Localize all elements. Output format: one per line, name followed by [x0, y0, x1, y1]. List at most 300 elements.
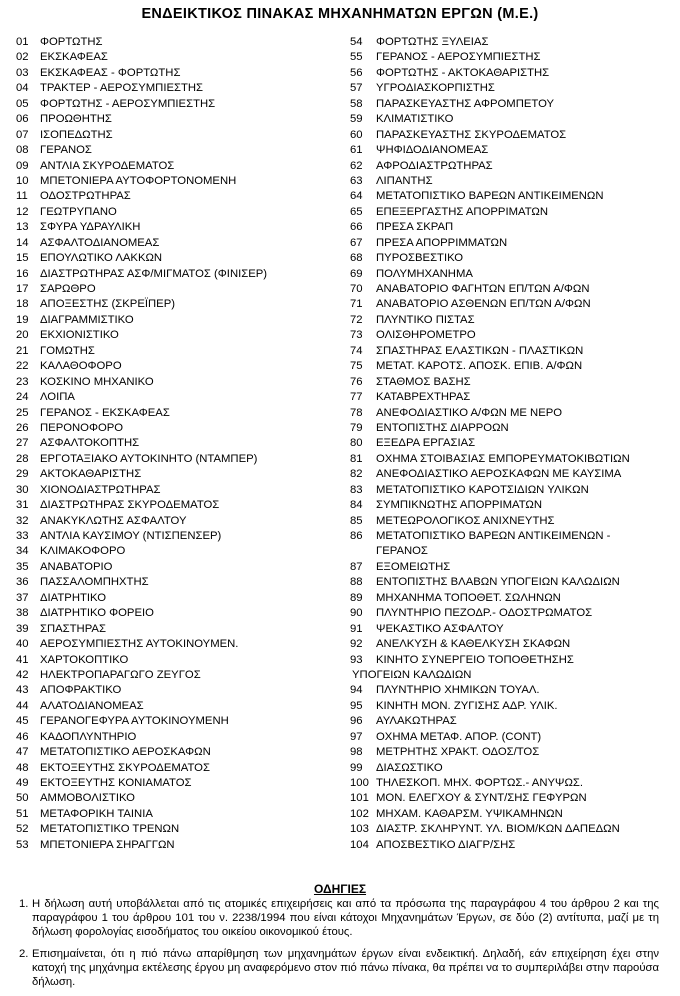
item-label: ΟΧΗΜΑ ΜΕΤΑΦ. ΑΠΟΡ. (CONT) [376, 730, 542, 743]
list-item [350, 761, 675, 776]
item-label: ΜΕΤΑΤΟΠΙΣΤΙΚΟ ΚΑΡΟΤΣΙΔΙΩΝ ΥΛΙΚΩΝ [376, 483, 589, 496]
list-item [16, 251, 336, 266]
list-item [350, 35, 675, 50]
item-number: 90 [350, 607, 363, 620]
item-label: ΜΕΤΕΩΡΟΛΟΓΙΚΟΣ ΑΝΙΧΝΕΥΤΗΣ [376, 514, 555, 527]
item-label: ΠΥΡΟΣΒΕΣΤΙΚΟ [376, 252, 464, 265]
item-label: ΕΚΣΚΑΦΕΑΣ - ΦΟΡΤΩΤΗΣ [40, 66, 181, 79]
item-label: ΕΝΤΟΠΙΣΤΗΣ ΒΛΑΒΩΝ ΥΠΟΓΕΙΩΝ ΚΑΛΩΔΙΩΝ [376, 576, 620, 589]
item-number: 98 [350, 746, 363, 759]
item-label: ΦΟΡΤΩΤΗΣ - ΑΕΡΟΣΥΜΠΙΕΣΤΗΣ [40, 97, 216, 110]
instruction-item [19, 947, 659, 989]
list-item [16, 220, 336, 235]
item-number: 50 [16, 792, 29, 805]
item-number: 103 [350, 823, 369, 836]
item-number: 88 [350, 576, 363, 589]
item-label: ΦΟΡΤΩΤΗΣ - ΑΚΤΟΚΑΘΑΡΙΣΤΗΣ [376, 66, 550, 79]
item-number: 84 [350, 499, 363, 512]
item-label: ΚΛΙΜΑΚΟΦΟΡΟ [40, 545, 126, 558]
item-label: ΠΛΥΝΤΗΡΙΟ ΧΗΜΙΚΩΝ ΤΟΥΑΛ. [376, 684, 540, 697]
item-label: ΜΕΤΑΤΟΠΙΣΤΙΚΟ ΤΡΕΝΩΝ [40, 823, 180, 836]
list-item [16, 159, 336, 174]
list-item [350, 575, 675, 590]
item-number: 67 [350, 236, 363, 249]
item-label: ΚΑΔΟΠΛΥΝΤΗΡΙΟ [40, 730, 137, 743]
list-item [350, 50, 675, 65]
item-label: ΑΣΦΑΛΤΟΚΟΠΤΗΣ [40, 437, 140, 450]
list-item [16, 730, 336, 745]
item-label: ΠΛΥΝΤΗΡΙΟ ΠΕΖΟΔΡ.- ΟΔΟΣΤΡΩΜΑΤΟΣ [376, 607, 593, 620]
item-number: 17 [16, 283, 29, 295]
item-number: 05 [16, 97, 29, 110]
item-label: ΜΕΤΑΤΟΠΙΣΤΙΚΟ ΒΑΡΕΩΝ ΑΝΤΙΚΕΙΜΕΝΩΝ - [376, 530, 611, 542]
item-number: 94 [350, 684, 363, 697]
item-label: ΓΕΡΑΝΟΣ - ΑΕΡΟΣΥΜΠΙΕΣΤΗΣ [376, 51, 541, 64]
item-label: ΚΑΤΑΒΡΕΧΤΗΡΑΣ [376, 391, 471, 404]
list-item [350, 483, 675, 498]
item-number: 21 [16, 344, 29, 357]
item-label: ΕΚΣΚΑΦΕΑΣ [40, 51, 108, 64]
item-label: ΟΧΗΜΑ ΣΤΟΙΒΑΣΙΑΣ ΕΜΠΟΡΕΥΜΑΤΟΚΙΒΩΤΙΩΝ [376, 452, 630, 465]
list-item [16, 683, 336, 698]
machinery-list-right [350, 35, 675, 853]
item-number: 76 [350, 375, 363, 388]
list-item [350, 267, 675, 282]
item-number: 59 [350, 113, 363, 126]
machinery-list-left [16, 35, 336, 853]
list-item [350, 653, 675, 668]
list-item [350, 359, 675, 374]
item-number: 83 [350, 483, 363, 496]
item-label: ΕΡΓΟΤΑΞΙΑΚΟ ΑΥΤΟΚΙΝΗΤΟ (ΝΤΑΜΠΕΡ) [40, 452, 258, 465]
item-label: ΜΗΧΑΜ. ΚΑΘΑΡΣΜ. ΥΨΙΚΑΜΗΝΩΝ [376, 807, 563, 820]
item-label: ΓΕΩΤΡΥΠΑΝΟ [40, 205, 117, 218]
item-number: 102 [350, 807, 369, 820]
item-label: ΜΕΤΑΦΟΡΙΚΗ ΤΑΙΝΙΑ [40, 807, 153, 820]
item-label: ΜΟΝ. ΕΛΕΓΧΟΥ & ΣΥΝΤ/ΣΗΣ ΓΕΦΥΡΩΝ [376, 792, 587, 805]
item-label: ΑΝΑΒΑΤΟΡΙΟ ΦΑΓΗΤΩΝ ΕΠ/ΤΩΝ Α/ΦΩΝ [376, 283, 590, 295]
item-label: ΧΙΟΝΟΔΙΑΣΤΡΩΤΗΡΑΣ [40, 483, 161, 496]
item-label: ΕΝΤΟΠΙΣΤΗΣ ΔΙΑΡΡΟΩΝ [376, 421, 509, 434]
item-label: ΑΝΕΦΟΔΙΑΣΤΙΚΟ Α/ΦΩΝ ΜΕ ΝΕΡΟ [376, 406, 563, 419]
item-label: ΔΙΑΓΡΑΜΜΙΣΤΙΚΟ [40, 313, 134, 326]
list-item [16, 313, 336, 328]
list-item [16, 328, 336, 343]
list-item [350, 66, 675, 81]
item-label: ΜΗΧΑΝΗΜΑ ΤΟΠΟΘΕΤ. ΣΩΛΗΝΩΝ [376, 591, 561, 604]
item-label: ΜΕΤΑΤ. ΚΑΡΟΤΣ. ΑΠΟΣΚ. ΕΠΙΒ. Α/ΦΩΝ [376, 360, 583, 373]
item-label: ΓΕΡΑΝΟΣ - ΕΚΣΚΑΦΕΑΣ [40, 406, 170, 419]
instructions-title: ΟΔΗΓΙΕΣ [313, 882, 367, 896]
item-number: 46 [16, 730, 29, 743]
item-number: 69 [350, 267, 363, 280]
item-label: ΧΑΡΤΟΚΟΠΤΙΚΟ [40, 653, 129, 666]
item-number: 26 [16, 421, 29, 434]
item-label: ΠΡΟΩΘΗΤΗΣ [40, 113, 112, 126]
list-item [16, 745, 336, 760]
item-number: 51 [16, 807, 29, 820]
list-item [350, 128, 675, 143]
item-number: 60 [350, 128, 363, 141]
item-label: ΟΔΟΣΤΡΩΤΗΡΑΣ [40, 190, 131, 203]
item-number: 18 [16, 298, 29, 311]
list-item [350, 606, 675, 621]
item-number: 32 [16, 514, 29, 527]
item-number: 85 [350, 514, 363, 527]
item-label: ΑΠΟΦΡΑΚΤΙΚΟ [40, 684, 122, 697]
item-label: ΥΓΡΟΔΙΑΣΚΟΡΠΙΣΤΗΣ [376, 82, 495, 95]
item-number: 65 [350, 205, 363, 218]
list-item [350, 591, 675, 606]
item-number: 38 [16, 607, 29, 620]
item-number: 63 [350, 174, 363, 187]
item-label: ΠΟΛΥΜΗΧΑΝΗΜΑ [376, 267, 473, 280]
item-number: 07 [16, 128, 29, 141]
item-label: ΜΕΤΡΗΤΗΣ ΧΡΑΚΤ. ΟΔΟΣ/ΤΟΣ [376, 746, 540, 759]
item-number: 48 [16, 761, 29, 774]
list-item [350, 344, 675, 359]
item-number: 47 [16, 746, 29, 759]
list-item [16, 128, 336, 143]
item-label: ΔΙΑΣΤΡΩΤΗΡΑΣ ΑΣΦ/ΜΙΓΜΑΤΟΣ (ΦΙΝΙΣΕΡ) [40, 267, 268, 280]
item-number: 30 [16, 483, 29, 496]
item-number: 34 [16, 545, 29, 558]
item-number: 75 [350, 360, 363, 373]
list-item [350, 822, 675, 837]
list-item [16, 66, 336, 81]
item-number: 24 [16, 391, 29, 404]
item-number: 89 [350, 591, 363, 604]
list-item [16, 653, 336, 668]
item-label: ΠΡΕΣΑ ΣΚΡΑΠ [376, 221, 454, 234]
item-number: 77 [350, 391, 363, 404]
list-item [16, 375, 336, 390]
list-item-continuation [350, 668, 675, 683]
item-number: 19 [16, 313, 29, 326]
list-item [350, 622, 675, 637]
item-label: ΨΕΚΑΣΤΙΚΟ ΑΣΦΑΛΤΟΥ [376, 622, 504, 635]
list-item [350, 81, 675, 96]
list-item [16, 514, 336, 529]
item-number: 06 [16, 113, 29, 126]
list-item [16, 544, 336, 559]
item-label: ΜΕΤΑΤΟΠΙΣΤΙΚΟ ΑΕΡΟΣΚΑΦΩΝ [40, 746, 211, 759]
item-label: ΣΥΜΠΙΚΝΩΤΗΣ ΑΠΟΡΡΙΜΑΤΩΝ [376, 499, 543, 512]
item-number: 78 [350, 406, 363, 419]
item-label: ΑΝΑΚΥΚΛΩΤΗΣ ΑΣΦΑΛΤΟΥ [40, 514, 187, 527]
item-label: ΦΟΡΤΩΤΗΣ [40, 36, 103, 48]
item-label: ΑΝΕΛΚΥΣΗ & ΚΑΘΕΛΚΥΣΗ ΣΚΑΦΩΝ [376, 638, 571, 651]
list-item [16, 81, 336, 96]
item-number: 31 [16, 499, 29, 512]
item-label: ΗΛΕΚΤΡΟΠΑΡΑΓΩΓΟ ΖΕΥΓΟΣ [40, 668, 201, 681]
item-number: 37 [16, 591, 29, 604]
item-label: ΔΙΑΣΩΣΤΙΚΟ [376, 761, 443, 774]
item-number: 25 [16, 406, 29, 419]
item-number: 74 [350, 344, 363, 357]
item-number: 72 [350, 313, 363, 326]
list-item [16, 436, 336, 451]
instruction-text: Επισημαίνεται, ότι η πιό πάνω απαρίθμηση των μηχανημάτων έργων είναι ενδεικτική. Δηλαδή, εάν επιχείρηση έχει στην κατοχή της μηχάνημα εκτέλεσης έργου μη αναφερόμενο στον πιό πάνω πίνακα, θα πρέπει να το συμπεριλάβει στην παρούσα δήλωση. [32, 948, 659, 988]
list-item [350, 174, 675, 189]
item-number: 09 [16, 159, 29, 172]
item-number: 27 [16, 437, 29, 450]
item-number: 15 [16, 252, 29, 265]
item-number: 08 [16, 144, 29, 157]
item-label: ΜΠΕΤΟΝΙΕΡΑ ΑΥΤΟΦΟΡΤΟΝΟΜΕΝΗ [40, 174, 237, 187]
list-item [350, 529, 675, 544]
list-item [350, 683, 675, 698]
list-item [16, 267, 336, 282]
list-item [16, 359, 336, 374]
item-number: 68 [350, 252, 363, 265]
item-label: ΑΛΑΤΟΔΙΑΝΟΜΕΑΣ [40, 699, 144, 712]
item-number: 20 [16, 329, 29, 342]
list-item [350, 730, 675, 745]
item-label: ΚΛΙΜΑΤΙΣΤΙΚΟ [376, 113, 454, 126]
item-number: 28 [16, 452, 29, 465]
list-item [350, 313, 675, 328]
instruction-item [19, 897, 659, 939]
list-item [16, 714, 336, 729]
item-label: ΣΠΑΣΤΗΡΑΣ ΕΛΑΣΤΙΚΩΝ - ΠΛΑΣΤΙΚΩΝ [376, 344, 584, 357]
item-number: 82 [350, 468, 363, 481]
item-number: 53 [16, 838, 29, 851]
item-number: 22 [16, 360, 29, 373]
list-item [350, 282, 675, 297]
list-item [350, 406, 675, 421]
item-label: ΚΟΣΚΙΝΟ ΜΗΧΑΝΙΚΟ [40, 375, 154, 388]
item-label: ΦΟΡΤΩΤΗΣ ΞΥΛΕΙΑΣ [376, 36, 489, 48]
item-label: ΑΦΡΟΔΙΑΣΤΡΩΤΗΡΑΣ [376, 159, 493, 172]
list-item [16, 761, 336, 776]
item-label: ΠΑΡΑΣΚΕΥΑΣΤΗΣ ΑΦΡΟΜΠΕΤΟΥ [376, 97, 555, 110]
item-label: ΕΚΤΟΞΕΥΤΗΣ ΚΟΝΙΑΜΑΤΟΣ [40, 777, 192, 789]
item-number: 04 [16, 82, 29, 95]
list-item [16, 174, 336, 189]
item-number: 66 [350, 221, 363, 234]
list-item [16, 606, 336, 621]
instruction-number: 1. [19, 898, 29, 910]
item-label: ΕΠΟΥΛΩΤΙΚΟ ΛΑΚΚΩΝ [40, 252, 163, 265]
item-number: 29 [16, 468, 29, 481]
item-number: 36 [16, 576, 29, 589]
item-label: ΚΑΛΑΘΟΦΟΡΟ [40, 360, 122, 373]
item-number: 92 [350, 638, 363, 651]
list-item [16, 668, 336, 683]
item-number: 45 [16, 715, 29, 728]
list-item [16, 297, 336, 312]
item-label: ΠΕΡΟΝΟΦΟΡΟ [40, 421, 124, 434]
item-number: 43 [16, 684, 29, 697]
item-label: ΨΗΦΙΔΟΔΙΑΝΟΜΕΑΣ [376, 144, 489, 157]
item-label: ΚΙΝΗΤΗ ΜΟΝ. ΖΥΓΙΣΗΣ ΑΔΡ. ΥΛΙΚ. [376, 699, 558, 712]
list-item [350, 236, 675, 251]
item-number: 86 [350, 530, 363, 542]
item-label: ΑΚΤΟΚΑΘΑΡΙΣΤΗΣ [40, 468, 142, 481]
item-label: ΠΑΣΣΑΛΟΜΠΗΧΤΗΣ [40, 576, 149, 589]
item-number: 52 [16, 823, 29, 836]
item-number: 40 [16, 638, 29, 651]
item-label-continuation: ΥΠΟΓΕΙΩΝ ΚΑΛΩΔΙΩΝ [352, 668, 472, 681]
item-number: 23 [16, 375, 29, 388]
item-number: 95 [350, 699, 363, 712]
item-label: ΓΟΜΩΤΗΣ [40, 344, 95, 357]
item-label: ΕΞΟΜΕΙΩΤΗΣ [376, 560, 451, 573]
document-title: ΕΝΔΕΙΚΤΙΚΟΣ ΠΙΝΑΚΑΣ ΜΗΧΑΝΗΜΑΤΩΝ ΕΡΓΩΝ (Μ.Ε.) [141, 6, 539, 22]
item-label: ΜΠΕΤΟΝΙΕΡΑ ΣΗΡΑΓΓΩΝ [40, 838, 175, 851]
list-item [350, 838, 675, 853]
item-number: 100 [350, 777, 369, 789]
list-item [16, 35, 336, 50]
list-item [16, 205, 336, 220]
instruction-text: Η δήλωση αυτή υποβάλλεται από τις ατομικές επιχειρήσεις και από τα πρόσωπα της παραγράφου 4 του άρθρου 2 και της παραγράφου 1 του άρθρου 101 του ν. 2238/1994 που είναι κάτοχοι Μηχανημάτων Έργων, σε δύο (2) αντίτυπα, μαζί με τη δήλωση φορολογίας εισοδήματος του οικείου οικονομικού έτους. [32, 898, 659, 938]
item-label: ΔΙΑΤΡΗΤΙΚΟ ΦΟΡΕΙΟ [40, 607, 154, 620]
item-label: ΟΛΙΣΘΗΡΟΜΕΤΡΟ [376, 329, 476, 342]
list-item [16, 791, 336, 806]
list-item [350, 637, 675, 652]
list-item [350, 390, 675, 405]
list-item [350, 791, 675, 806]
item-number: 54 [350, 36, 363, 48]
list-item [350, 220, 675, 235]
item-label: ΤΡΑΚΤΕΡ - ΑΕΡΟΣΥΜΠΙΕΣΤΗΣ [40, 82, 204, 95]
list-item [16, 282, 336, 297]
item-label: ΛΙΠΑΝΤΗΣ [376, 174, 433, 187]
list-item [350, 745, 675, 760]
item-label: ΠΡΕΣΑ ΑΠΟΡΡΙΜΜΑΤΩΝ [376, 236, 508, 249]
list-item [350, 112, 675, 127]
list-item [16, 452, 336, 467]
list-item [350, 159, 675, 174]
list-item [350, 452, 675, 467]
item-label: ΑΝΤΛΙΑ ΣΚΥΡΟΔΕΜΑΤΟΣ [40, 159, 175, 172]
item-number: 62 [350, 159, 363, 172]
instruction-number: 2. [19, 948, 29, 960]
list-item [16, 189, 336, 204]
list-item [16, 50, 336, 65]
item-label: ΕΚΧΙΟΝΙΣΤΙΚΟ [40, 329, 119, 342]
item-number: 16 [16, 267, 29, 280]
item-number: 61 [350, 144, 363, 157]
item-label: ΑΠΟΞΕΣΤΗΣ (ΣΚΡΕΪΠΕΡ) [40, 298, 175, 311]
item-label: ΑΝΤΛΙΑ ΚΑΥΣΙΜΟΥ (ΝΤΙΣΠΕΝΣΕΡ) [40, 530, 222, 542]
item-number: 02 [16, 51, 29, 64]
item-number: 14 [16, 236, 29, 249]
list-item [350, 776, 675, 791]
list-item-continuation [350, 544, 675, 559]
item-number: 10 [16, 174, 29, 187]
list-item [16, 406, 336, 421]
list-item [350, 714, 675, 729]
item-number: 97 [350, 730, 363, 743]
item-number: 11 [16, 190, 28, 203]
list-item [350, 514, 675, 529]
list-item [16, 807, 336, 822]
list-item [350, 251, 675, 266]
list-item [16, 622, 336, 637]
item-number: 93 [350, 653, 363, 666]
item-number: 80 [350, 437, 363, 450]
item-label: ΓΕΡΑΝΟΣ [40, 144, 92, 157]
item-number: 81 [350, 452, 363, 465]
item-label: ΕΠΕΞΕΡΓΑΣΤΗΣ ΑΠΟΡΡΙΜΑΤΩΝ [376, 205, 548, 218]
item-label: ΑΜΜΟΒΟΛΙΣΤΙΚΟ [40, 792, 135, 805]
item-label: ΔΙΑΤΡΗΤΙΚΟ [40, 591, 106, 604]
item-number: 96 [350, 715, 363, 728]
list-item [350, 467, 675, 482]
list-item [16, 236, 336, 251]
item-number: 99 [350, 761, 363, 774]
item-label: ΛΟΙΠΑ [40, 391, 75, 404]
list-item [16, 112, 336, 127]
list-item [350, 436, 675, 451]
item-number: 104 [350, 838, 369, 851]
list-item [16, 529, 336, 544]
list-item [350, 699, 675, 714]
item-number: 56 [350, 66, 363, 79]
list-item [350, 189, 675, 204]
list-item [16, 637, 336, 652]
list-item [350, 297, 675, 312]
list-item [350, 97, 675, 112]
list-item [16, 822, 336, 837]
item-label: ΜΕΤΑΤΟΠΙΣΤΙΚΟ ΒΑΡΕΩΝ ΑΝΤΙΚΕΙΜΕΝΩΝ [376, 190, 604, 203]
list-item [16, 421, 336, 436]
list-item [16, 390, 336, 405]
item-label: ΑΝΑΒΑΤΟΡΙΟ [40, 560, 113, 573]
item-number: 71 [350, 298, 363, 311]
item-number: 35 [16, 560, 29, 573]
list-item [16, 467, 336, 482]
item-number: 64 [350, 190, 363, 203]
item-number: 12 [16, 205, 29, 218]
item-number: 03 [16, 66, 29, 79]
item-label: ΑΣΦΑΛΤΟΔΙΑΝΟΜΕΑΣ [40, 236, 160, 249]
item-number: 33 [16, 530, 29, 542]
list-item [16, 591, 336, 606]
item-label: ΣΤΑΘΜΟΣ ΒΑΣΗΣ [376, 375, 471, 388]
item-number: 39 [16, 622, 29, 635]
item-number: 55 [350, 51, 363, 64]
item-number: 70 [350, 283, 363, 295]
item-label: ΠΛΥΝΤΙΚΟ ΠΙΣΤΑΣ [376, 313, 475, 326]
item-label: ΑΠΟΣΒΕΣΤΙΚΟ ΔΙΑΓΡ/ΣΗΣ [376, 838, 516, 851]
list-item [16, 575, 336, 590]
list-item [16, 776, 336, 791]
item-label: ΑΕΡΟΣΥΜΠΙΕΣΤΗΣ ΑΥΤΟΚΙΝΟΥΜΕΝ. [40, 638, 239, 651]
list-item [16, 560, 336, 575]
item-label: ΔΙΑΣΤΡ. ΣΚΛΗΡΥΝΤ. ΥΛ. ΒΙΟΜ/ΚΩΝ ΔΑΠΕΔΩΝ [376, 823, 620, 836]
item-label: ΑΝΑΒΑΤΟΡΙΟ ΑΣΘΕΝΩΝ ΕΠ/ΤΩΝ Α/ΦΩΝ [376, 298, 591, 311]
list-item [350, 328, 675, 343]
item-label: ΕΞΕΔΡΑ ΕΡΓΑΣΙΑΣ [376, 437, 476, 450]
item-label-continuation: ΓΕΡΑΝΟΣ [376, 545, 428, 558]
list-item [16, 143, 336, 158]
item-label: ΣΠΑΣΤΗΡΑΣ [40, 622, 106, 635]
list-item [350, 375, 675, 390]
item-label: ΔΙΑΣΤΡΩΤΗΡΑΣ ΣΚΥΡΟΔΕΜΑΤΟΣ [40, 499, 220, 512]
item-number: 79 [350, 421, 363, 434]
item-number: 41 [16, 653, 29, 666]
item-number: 01 [16, 36, 29, 48]
list-item [350, 143, 675, 158]
list-item [350, 560, 675, 575]
list-item [16, 483, 336, 498]
item-number: 42 [16, 668, 29, 681]
item-number: 58 [350, 97, 363, 110]
item-number: 73 [350, 329, 363, 342]
